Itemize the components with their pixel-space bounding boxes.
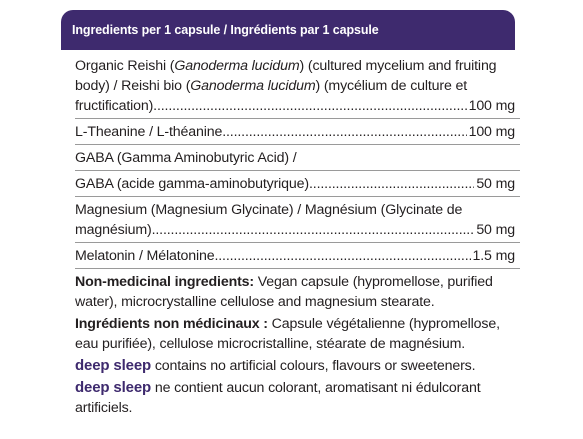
notice-fr: deep sleep ne contient aucun colorant, aromatisant ni édulcorant artificiels. — [75, 379, 481, 416]
leader-dots — [309, 174, 474, 194]
ingredient-theanine: L-Theanine / L-théanine ..... 100 mg — [75, 122, 515, 142]
divider — [75, 118, 520, 119]
divider — [75, 144, 520, 145]
ingredient-amount: 50 mg — [476, 176, 515, 192]
ingredients-body — [61, 50, 515, 418]
notice-en: deep sleep contains no artificial colours, flavours or sweeteners. — [75, 357, 476, 374]
leader-dots — [222, 122, 466, 142]
non-medicinal-en: Non-medicinal ingredients: Vegan capsule (hypromellose, purified water), microcrystalline cellulose and magnesium stearate. — [75, 274, 493, 310]
ingredients-header — [61, 10, 515, 50]
header-title: Ingredients per 1 capsule / Ingrédients par 1 capsule — [72, 23, 379, 37]
leader-dots — [214, 246, 470, 266]
divider — [75, 242, 520, 243]
divider — [75, 170, 520, 171]
divider — [75, 268, 520, 269]
leader-dots — [153, 96, 466, 116]
ingredients-panel — [61, 10, 515, 435]
brand-name: deep sleep — [75, 357, 152, 374]
ingredient-reishi: Organic Reishi (Ganoderma lucidum) (cultured mycelium and fruiting body) / Reishi bio (Ganoderma lucidum) (mycélium de culture et fructification) ..... 100 mg — [75, 56, 515, 116]
brand-name: deep sleep — [75, 379, 152, 396]
ingredient-amount: 1.5 mg — [472, 248, 515, 264]
ingredient-melatonin: Melatonin / Mélatonine ..... 1.5 mg — [75, 246, 515, 266]
non-medicinal-fr: Ingrédients non médicinaux : Capsule végétalienne (hypromellose, eau purifiée), cellulose microcristalline, stéarate de magnésium. — [75, 316, 500, 352]
ingredient-amount: 50 mg — [476, 222, 515, 238]
divider — [75, 196, 520, 197]
ingredient-amount: 100 mg — [468, 124, 515, 140]
ingredient-amount: 100 mg — [468, 98, 515, 114]
ingredient-magnesium: Magnesium (Magnesium Glycinate) / Magnésium (Glycinate de magnésium) ..... 50 mg — [75, 200, 515, 240]
leader-dots — [152, 220, 475, 240]
ingredient-gaba: GABA (Gamma Aminobutyric Acid) / GABA (acide gamma-aminobutyrique) ..... 50 mg — [75, 148, 515, 194]
